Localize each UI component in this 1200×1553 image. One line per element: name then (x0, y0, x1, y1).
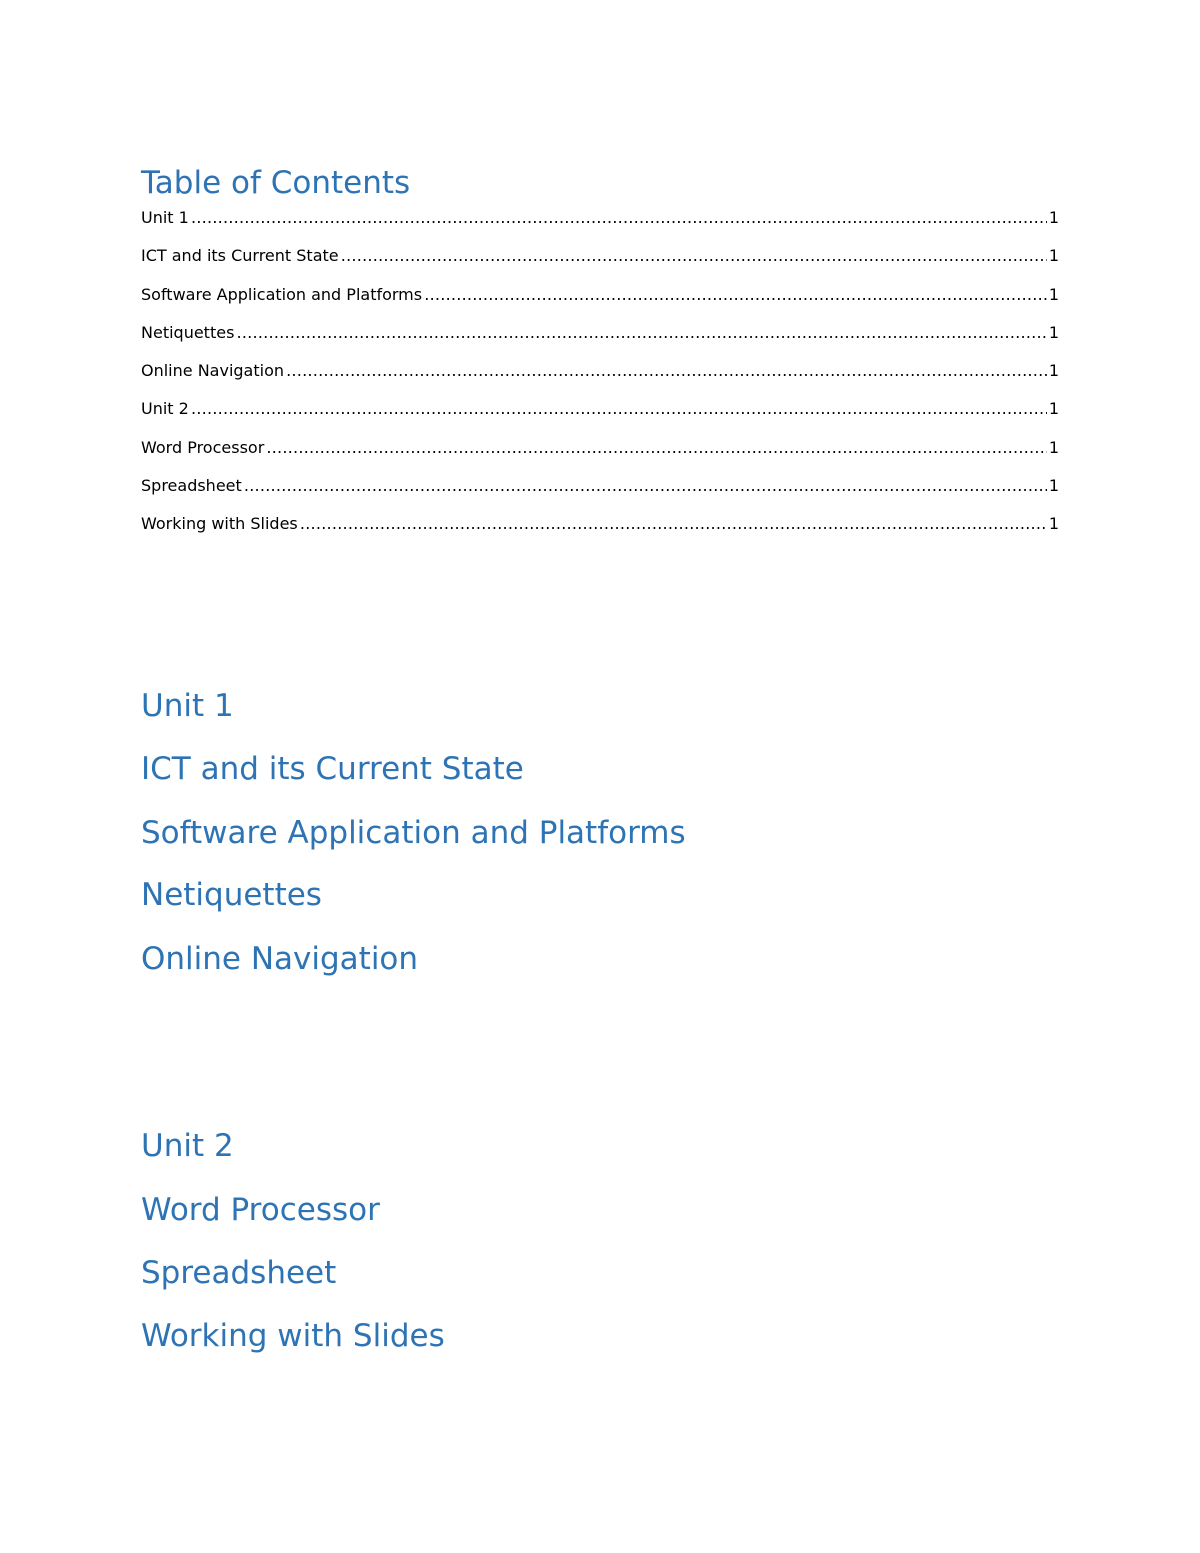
heading-netiquettes: Netiquettes (141, 877, 322, 913)
toc-entry-label: Unit 1 (141, 208, 189, 227)
toc-title: Table of Contents (141, 165, 411, 201)
toc-entry-label: Word Processor (141, 437, 265, 457)
toc-page-number: 1 (1048, 322, 1059, 342)
toc-dot-leader (300, 512, 1047, 536)
toc-entry-label: Online Navigation (141, 361, 284, 381)
toc-entry-label: Netiquettes (141, 322, 235, 342)
toc-dot-leader (266, 436, 1047, 460)
toc-entry-working-with-slides[interactable] (141, 512, 1059, 550)
toc-entry-unit-2[interactable] (141, 397, 1059, 435)
toc-dot-leader (191, 206, 1047, 230)
toc-page-number: 1 (1048, 361, 1059, 381)
heading-spreadsheet: Spreadsheet (141, 1255, 337, 1291)
toc-page-number: 1 (1048, 437, 1059, 457)
toc-entry-label: Unit 2 (141, 399, 189, 419)
toc-entry-word-processor[interactable] (141, 436, 1059, 474)
heading-unit-1: Unit 1 (141, 688, 234, 724)
toc-dot-leader (424, 283, 1047, 307)
toc-entry-label: Working with Slides (141, 514, 298, 534)
heading-unit-2: Unit 2 (141, 1128, 234, 1164)
toc-page-number: 1 (1048, 208, 1059, 227)
toc-entry-spreadsheet[interactable] (141, 474, 1059, 512)
toc-entry-software-application[interactable] (141, 283, 1059, 321)
table-of-contents (141, 206, 1059, 551)
toc-entry-unit-1[interactable] (141, 206, 1059, 244)
toc-entry-label: Spreadsheet (141, 476, 242, 496)
toc-entry-netiquettes[interactable] (141, 321, 1059, 359)
toc-page-number: 1 (1048, 284, 1059, 304)
toc-page-number: 1 (1048, 514, 1059, 534)
toc-dot-leader (191, 397, 1047, 421)
heading-ict-current-state: ICT and its Current State (141, 751, 524, 787)
heading-working-with-slides: Working with Slides (141, 1318, 445, 1354)
toc-page-number: 1 (1048, 476, 1059, 496)
toc-dot-leader (244, 474, 1047, 498)
heading-word-processor: Word Processor (141, 1192, 380, 1228)
heading-software-application: Software Application and Platforms (141, 815, 686, 851)
toc-page-number: 1 (1048, 399, 1059, 419)
toc-page-number: 1 (1048, 246, 1059, 266)
heading-online-navigation: Online Navigation (141, 941, 419, 977)
toc-dot-leader (236, 321, 1046, 345)
toc-entry-label: Software Application and Platforms (141, 284, 423, 304)
toc-entry-ict-current-state[interactable] (141, 244, 1059, 282)
toc-entry-online-navigation[interactable] (141, 359, 1059, 397)
toc-dot-leader (341, 244, 1047, 268)
toc-entry-label: ICT and its Current State (141, 246, 339, 266)
toc-dot-leader (286, 359, 1047, 383)
